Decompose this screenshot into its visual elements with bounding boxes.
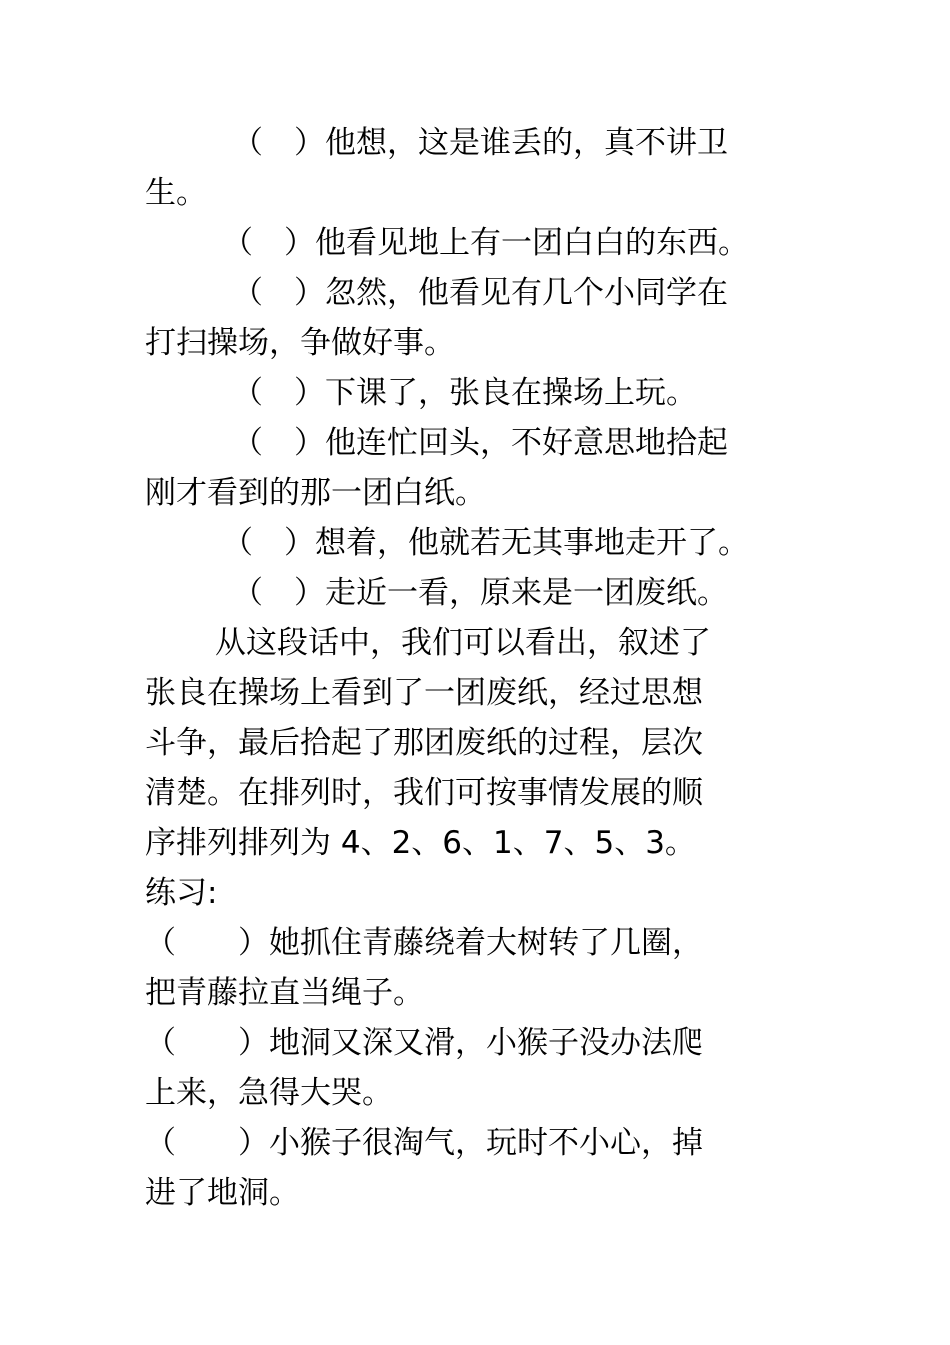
text-line: （ ）想着，他就若无其事地走开了。 bbox=[222, 525, 749, 561]
text-line: 练习: bbox=[145, 875, 218, 911]
text-line: （ ）忽然，他看见有几个小同学在 bbox=[232, 275, 728, 311]
text-line: 打扫操场，争做好事。 bbox=[145, 325, 455, 361]
text-line: 刚才看到的那一团白纸。 bbox=[145, 475, 486, 511]
text-line: 上来，急得大哭。 bbox=[145, 1075, 393, 1111]
text-line: （ ）小猴子很淘气，玩时不小心，掉 bbox=[145, 1125, 703, 1161]
text-line: 生。 bbox=[145, 175, 207, 211]
text-line: （ ）他想，这是谁丢的，真不讲卫 bbox=[232, 125, 728, 161]
text-line: （ ）她抓住青藤绕着大树转了几圈， bbox=[145, 925, 703, 961]
text-line: 清楚。在排列时，我们可按事情发展的顺 bbox=[145, 775, 703, 811]
text-line: （ ）地洞又深又滑，小猴子没办法爬 bbox=[145, 1025, 703, 1061]
text-line: （ ）他看见地上有一团白白的东西。 bbox=[222, 225, 749, 261]
text-line: （ ）下课了，张良在操场上玩。 bbox=[232, 375, 697, 411]
text-line: 斗争，最后拾起了那团废纸的过程，层次 bbox=[145, 725, 703, 761]
text-line: （ ）走近一看，原来是一团废纸。 bbox=[232, 575, 728, 611]
text-line: 进了地洞。 bbox=[145, 1175, 300, 1211]
text-line: 张良在操场上看到了一团废纸，经过思想 bbox=[145, 675, 703, 711]
text-line: 序排列排列为 4、2、6、1、7、5、3。 bbox=[145, 825, 696, 861]
text-line: 把青藤拉直当绳子。 bbox=[145, 975, 424, 1011]
text-line: （ ）他连忙回头，不好意思地拾起 bbox=[232, 425, 728, 461]
text-line: 从这段话中，我们可以看出，叙述了 bbox=[215, 625, 711, 661]
